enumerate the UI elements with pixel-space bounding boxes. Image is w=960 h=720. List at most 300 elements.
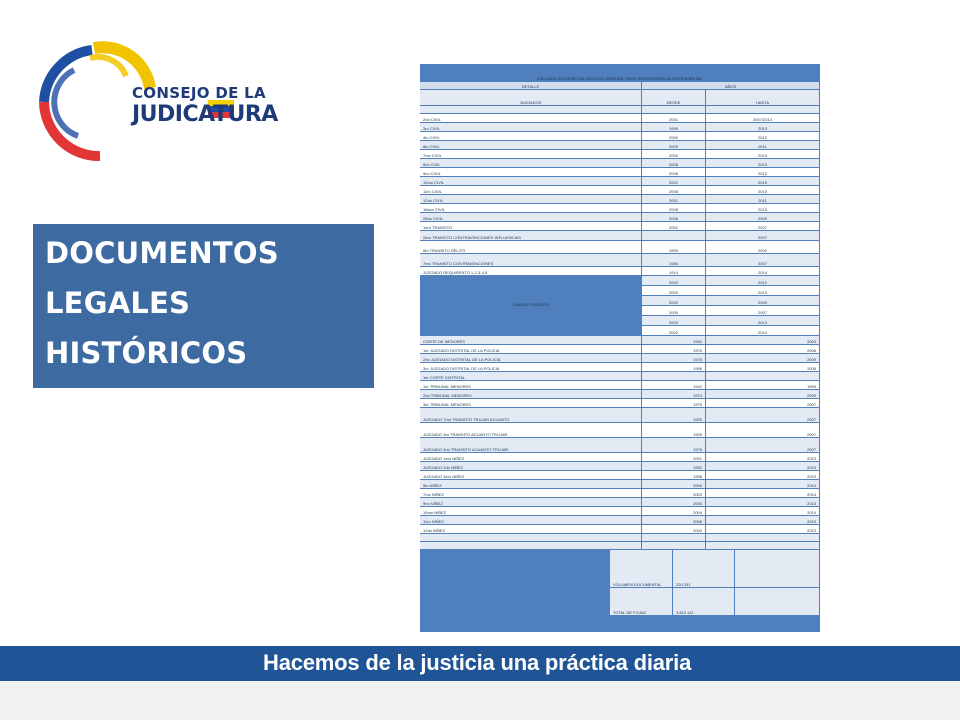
cell-text: 2004	[693, 528, 702, 533]
cell-text: 2012	[758, 171, 767, 176]
cell-text: JUZGADO 1ero NIÑEZ	[423, 456, 465, 461]
cell-text: 12do NIÑEZ	[423, 528, 446, 533]
cell-text: 7mo NIÑEZ	[423, 492, 444, 497]
table-row	[420, 542, 820, 550]
table-cell	[420, 354, 642, 362]
footer-bar	[0, 646, 960, 681]
cell-text: JUZGADO 2do NIÑEZ	[423, 465, 464, 470]
footer-slogan: Hacemos de la justicia una práctica diaria	[263, 650, 692, 675]
cell-text: 2000	[758, 248, 767, 253]
table-cell	[706, 399, 820, 407]
cell-text: 2013	[807, 456, 816, 461]
cell-text: DETALLE	[521, 84, 540, 89]
cell-text: CORTE DE MENORES	[423, 339, 465, 344]
table-cell	[642, 141, 706, 149]
logo-text-line2: JUDICATURA	[132, 102, 278, 127]
table-title-row	[420, 66, 820, 82]
cell-text: 10mo CIVIL	[423, 180, 445, 185]
table-row	[420, 336, 820, 345]
cell-text: JUZGADO 7mo TRANSITO TRUJAR ACUANTO	[423, 417, 510, 422]
table-cell	[706, 471, 820, 479]
table-cell	[642, 423, 706, 437]
table-header-row	[420, 82, 820, 90]
table-cell	[420, 381, 642, 389]
table-cell	[642, 106, 706, 113]
table-cell	[642, 90, 706, 105]
table-cell	[706, 177, 820, 185]
table-cell	[420, 550, 610, 587]
cell-text: 2000	[669, 290, 678, 295]
cell-text: 2006	[669, 216, 678, 221]
table-cell	[642, 159, 706, 167]
cell-text: 2002	[669, 280, 678, 285]
title-line3: HISTÓRICOS	[45, 336, 248, 370]
cell-text: 2008	[669, 207, 678, 212]
table-cell	[673, 550, 735, 587]
table-cell	[420, 336, 642, 344]
summary-row	[420, 588, 820, 616]
table-cell	[642, 231, 706, 240]
table-cell	[706, 525, 820, 533]
table-cell	[706, 336, 820, 344]
table-row	[420, 276, 820, 286]
table-cell	[420, 462, 642, 470]
cell-text: 2013	[807, 501, 816, 506]
table-cell	[420, 177, 642, 185]
table-row	[420, 326, 820, 336]
title-line2: LEGALES	[45, 286, 191, 320]
table-row	[420, 186, 820, 195]
table-cell	[420, 82, 642, 89]
table-cell	[673, 588, 735, 615]
table-cell	[706, 90, 820, 105]
cell-text: TOTAL DE FOJAS	[613, 610, 647, 615]
cell-text: 2004	[693, 510, 702, 515]
table-cell	[642, 306, 706, 315]
cell-text: 2000	[669, 135, 678, 140]
cell-text: JUZGADO REQUIRENTO 1-2-3-4-5	[423, 270, 488, 275]
table-cell	[420, 195, 642, 203]
cell-text: 4to CIVIL	[423, 135, 440, 140]
table-cell	[420, 525, 642, 533]
cell-text: 2014	[807, 510, 816, 515]
cell-text: 2003	[669, 320, 678, 325]
cell-text: JUZGADO 3ro TRANSITO ACUANTO TRUJAR	[423, 432, 508, 437]
table-cell	[706, 231, 820, 240]
cell-text: 3ro JUZGADO DISTRITAL DE LA POLICIA	[423, 366, 500, 371]
table-cell	[642, 204, 706, 212]
table-row	[420, 372, 820, 381]
table-cell	[706, 363, 820, 371]
cell-text: 2013	[807, 528, 816, 533]
cell-text: 3er TRIBUNAL MENORES	[423, 402, 471, 407]
cell-text: 1ero TRANSITO	[423, 225, 453, 230]
table-row	[420, 408, 820, 423]
cell-text: 2009	[758, 216, 767, 221]
table-cell	[706, 381, 820, 389]
cell-text: 1942	[693, 384, 702, 389]
table-cell	[420, 306, 642, 315]
cell-text: 1929	[693, 432, 702, 437]
table-cell	[642, 213, 706, 221]
table-cell	[642, 363, 706, 371]
table-row	[420, 150, 820, 159]
table-cell	[420, 423, 642, 437]
cell-text: 2000	[693, 483, 702, 488]
cell-text: 1978	[693, 357, 702, 362]
cell-text: 1er JUZGADO DISTRITAL DE LA POLICIA	[423, 348, 500, 353]
table-cell	[420, 516, 642, 524]
table-cell	[706, 213, 820, 221]
table-cell	[642, 195, 706, 203]
cell-text: 1914	[669, 270, 678, 275]
table-row	[420, 316, 820, 326]
cell-text: 9no CIVIL	[423, 171, 441, 176]
cell-text: 2007	[807, 432, 816, 437]
table-cell	[706, 480, 820, 488]
table-cell	[642, 498, 706, 506]
cell-text: 2007	[758, 261, 767, 266]
table-row	[420, 423, 820, 438]
cell-text: 2002	[669, 330, 678, 335]
cell-text: 2007	[807, 447, 816, 452]
table-cell	[706, 345, 820, 353]
cell-text: 1984	[669, 261, 678, 266]
cell-text: 10mo NIÑEZ	[423, 510, 447, 515]
cell-text: 2ero TRANSITO CONTRAVENCIONES INFLUENCIAS	[423, 235, 522, 240]
table-row	[420, 213, 820, 222]
document-table-image	[420, 64, 820, 632]
cell-text: 7mo CIVIL	[423, 153, 442, 158]
cell-text: 2003	[807, 339, 816, 344]
cell-text: 2do JUZGADO DISTRITAL DE LA POLICIA	[423, 357, 501, 362]
table-cell	[642, 296, 706, 305]
table-cell	[706, 542, 820, 549]
table-row	[420, 159, 820, 168]
table-cell	[420, 114, 642, 122]
cell-text: 18avo CIVIL	[423, 207, 446, 212]
cell-text: 2001	[669, 198, 678, 203]
table-cell	[642, 408, 706, 422]
table-row	[420, 123, 820, 132]
cell-text: 6to TRANSITO DELITO	[423, 248, 466, 253]
cell-text: 2004	[693, 501, 702, 506]
table-row	[420, 390, 820, 399]
table-cell	[706, 296, 820, 305]
cell-text: 2013	[758, 126, 767, 131]
cell-text: 2013	[807, 465, 816, 470]
table-row	[420, 177, 820, 186]
cell-text: 1975	[693, 447, 702, 452]
table-cell	[642, 354, 706, 362]
title-line1: DOCUMENTOS	[45, 236, 279, 270]
table-cell	[420, 106, 642, 113]
table-cell	[706, 438, 820, 452]
cell-text: 2013	[758, 162, 767, 167]
table-cell	[642, 276, 706, 285]
table-cell	[642, 390, 706, 398]
table-cell	[642, 150, 706, 158]
consejo-judicatura-logo	[30, 28, 278, 178]
table-cell	[706, 507, 820, 515]
table-cell	[706, 114, 820, 122]
table-cell	[420, 489, 642, 497]
unidad-tercera-label: UNIDAD TERCERA	[513, 302, 549, 307]
cell-text: 2007	[758, 310, 767, 315]
table-cell	[706, 141, 820, 149]
cell-text: 6to CIVIL	[423, 144, 440, 149]
cell-text: HASTA	[755, 100, 770, 105]
cell-text: JUZGADO 3ero NIÑEZ	[423, 474, 465, 479]
cell-text: 2008	[693, 519, 702, 524]
cell-text: 2007	[807, 417, 816, 422]
table-row	[420, 480, 820, 489]
table-row	[420, 471, 820, 480]
table-cell	[642, 222, 706, 230]
cell-text: 7mo TRANSITO CONTRAVENCIONES	[423, 261, 494, 266]
cell-text: 2003	[693, 492, 702, 497]
cell-text: 5to NIÑEZ	[423, 483, 442, 488]
cell-text: 1959	[669, 126, 678, 131]
table-row	[420, 438, 820, 453]
table-row	[420, 354, 820, 363]
table-cell	[642, 507, 706, 515]
table-cell	[642, 438, 706, 452]
table-cell	[642, 525, 706, 533]
table-cell	[706, 276, 820, 285]
table-cell	[420, 168, 642, 176]
cell-text: 2008	[669, 189, 678, 194]
cell-text: 1er CORTE DISTRITAL	[423, 375, 466, 380]
table-cell	[706, 168, 820, 176]
table-cell	[642, 286, 706, 295]
table-cell	[420, 213, 642, 221]
table-row	[420, 306, 820, 316]
table-cell	[706, 372, 820, 380]
logo-text-line1: CONSEJO DE LA	[132, 84, 266, 102]
table-cell	[420, 507, 642, 515]
cell-text: AÑOS	[724, 84, 737, 89]
cell-text: 220.331	[676, 582, 691, 587]
table-cell	[420, 363, 642, 371]
table-cell	[642, 254, 706, 266]
cell-text: 2007	[758, 235, 767, 240]
table-cell	[420, 186, 642, 194]
table-cell	[735, 588, 820, 615]
table-cell	[642, 177, 706, 185]
cell-text: 2007	[807, 402, 816, 407]
table-cell	[642, 534, 706, 541]
table-row	[420, 254, 820, 267]
table-row	[420, 231, 820, 241]
table-cell	[420, 66, 820, 81]
title-box	[33, 224, 374, 388]
table-row	[420, 363, 820, 372]
cell-text: 2002	[669, 300, 678, 305]
cell-text: 2014	[807, 492, 816, 497]
cell-text: 12do CIVIL	[423, 198, 444, 203]
cell-text: VOLUMEN DOCUMENTAL ARCHIVO GENERAL PARA TRANSFERENCIA INSTRUMENTAL	[536, 76, 703, 81]
table-cell	[642, 186, 706, 194]
cell-text: 1992	[693, 465, 702, 470]
table-cell	[420, 204, 642, 212]
table-cell	[642, 114, 706, 122]
cell-text: 2012	[758, 280, 767, 285]
table-cell	[420, 90, 642, 105]
cell-text: 3ro CIVIL	[423, 126, 440, 131]
table-cell	[420, 453, 642, 461]
table-cell	[706, 354, 820, 362]
table-cell	[706, 326, 820, 335]
table-cell	[706, 106, 820, 113]
cell-text: 2009	[807, 357, 816, 362]
table-cell	[420, 390, 642, 398]
cell-text: 3.812.112	[676, 610, 694, 615]
table-cell	[642, 241, 706, 253]
table-row	[420, 267, 820, 276]
cell-text: 2013	[758, 207, 767, 212]
table-cell	[642, 480, 706, 488]
table-row	[420, 286, 820, 296]
table-cell	[420, 438, 642, 452]
table-cell	[642, 267, 706, 275]
cell-text: 2009	[669, 144, 678, 149]
table-cell	[420, 588, 610, 615]
cell-text: 9no NIÑEZ	[423, 501, 443, 506]
cell-text: 1929	[693, 417, 702, 422]
cell-text: 2010	[758, 189, 767, 194]
cell-text: 2011	[758, 144, 767, 149]
table-cell	[706, 498, 820, 506]
cell-text: 1999	[807, 384, 816, 389]
cell-text: 2009	[807, 393, 816, 398]
cell-text: 2001	[693, 456, 702, 461]
table-cell	[420, 123, 642, 131]
table-cell	[706, 267, 820, 275]
table-cell	[420, 372, 642, 380]
table-cell	[642, 399, 706, 407]
table-cell	[706, 408, 820, 422]
table-cell	[642, 123, 706, 131]
cell-text: 1979	[693, 402, 702, 407]
table-cell	[706, 423, 820, 437]
table-cell	[420, 150, 642, 158]
cell-text: 2011	[758, 198, 767, 203]
cell-text: 1er TRIBUNAL MENORES	[423, 384, 471, 389]
table-cell	[420, 399, 642, 407]
table-cell	[420, 267, 642, 275]
table-cell	[420, 222, 642, 230]
table-cell	[420, 345, 642, 353]
cell-text: 2014	[758, 270, 767, 275]
table-cell	[706, 462, 820, 470]
table-cell	[420, 254, 642, 266]
table-cell	[706, 316, 820, 325]
cell-text: JUZGADOS	[519, 100, 542, 105]
cell-text: JUZGADO 9no TRANSITO ACUANTO TRUJAR	[423, 447, 509, 452]
table-cell	[642, 132, 706, 140]
table-row	[420, 381, 820, 390]
cell-text: 2000	[669, 153, 678, 158]
table-cell	[610, 588, 673, 615]
table-cell	[420, 276, 642, 285]
table-cell	[642, 381, 706, 389]
cell-text: 2013	[807, 519, 816, 524]
table-row	[420, 462, 820, 471]
table-cell	[642, 326, 706, 335]
table-cell	[706, 186, 820, 194]
summary-row	[420, 550, 820, 588]
cell-text: 1974	[693, 393, 702, 398]
table-cell	[420, 286, 642, 295]
table-cell	[642, 453, 706, 461]
table-cell	[420, 316, 642, 325]
table-row	[420, 507, 820, 516]
table-cell	[420, 132, 642, 140]
table-subheader-row	[420, 90, 820, 106]
table-row	[420, 106, 820, 114]
table-cell	[706, 489, 820, 497]
table-cell	[706, 390, 820, 398]
table-cell	[420, 534, 642, 541]
table-row	[420, 141, 820, 150]
cell-text: 2001	[669, 225, 678, 230]
table-cell	[706, 159, 820, 167]
table-row	[420, 132, 820, 141]
table-cell	[420, 408, 642, 422]
table-cell	[420, 241, 642, 253]
table-cell	[642, 516, 706, 524]
cell-text: 1970	[693, 348, 702, 353]
table-cell	[420, 542, 642, 549]
table-cell	[642, 345, 706, 353]
table-cell	[706, 132, 820, 140]
table-cell	[642, 462, 706, 470]
cell-text: 1998	[693, 366, 702, 371]
table-cell	[706, 150, 820, 158]
table-cell	[706, 204, 820, 212]
cell-text: 11ro NIÑEZ	[423, 519, 444, 524]
table-cell	[706, 306, 820, 315]
table-row	[420, 204, 820, 213]
table-row	[420, 222, 820, 231]
table-cell	[420, 231, 642, 240]
cell-text: 8vo CIVIL	[423, 162, 441, 167]
table-row	[420, 241, 820, 254]
table-row	[420, 399, 820, 408]
cell-text: 2008	[807, 348, 816, 353]
table-row	[420, 516, 820, 525]
cell-text: 2007	[758, 225, 767, 230]
cell-text: 2010	[758, 180, 767, 185]
table-cell	[420, 141, 642, 149]
cell-text: 2001	[669, 117, 678, 122]
table-cell	[642, 471, 706, 479]
table-row	[420, 114, 820, 123]
table-row	[420, 168, 820, 177]
cell-text: 2014	[807, 483, 816, 488]
cell-text: 2008	[807, 366, 816, 371]
table-row	[420, 489, 820, 498]
cell-text: 2do TRIBUNAL MENORES	[423, 393, 472, 398]
table-cell	[420, 471, 642, 479]
table-cell	[706, 222, 820, 230]
table-cell	[420, 480, 642, 488]
cell-text: 2007/2013	[753, 117, 772, 122]
table-cell	[642, 168, 706, 176]
cell-text: 1990	[669, 248, 678, 253]
cell-text: 2013	[758, 153, 767, 158]
